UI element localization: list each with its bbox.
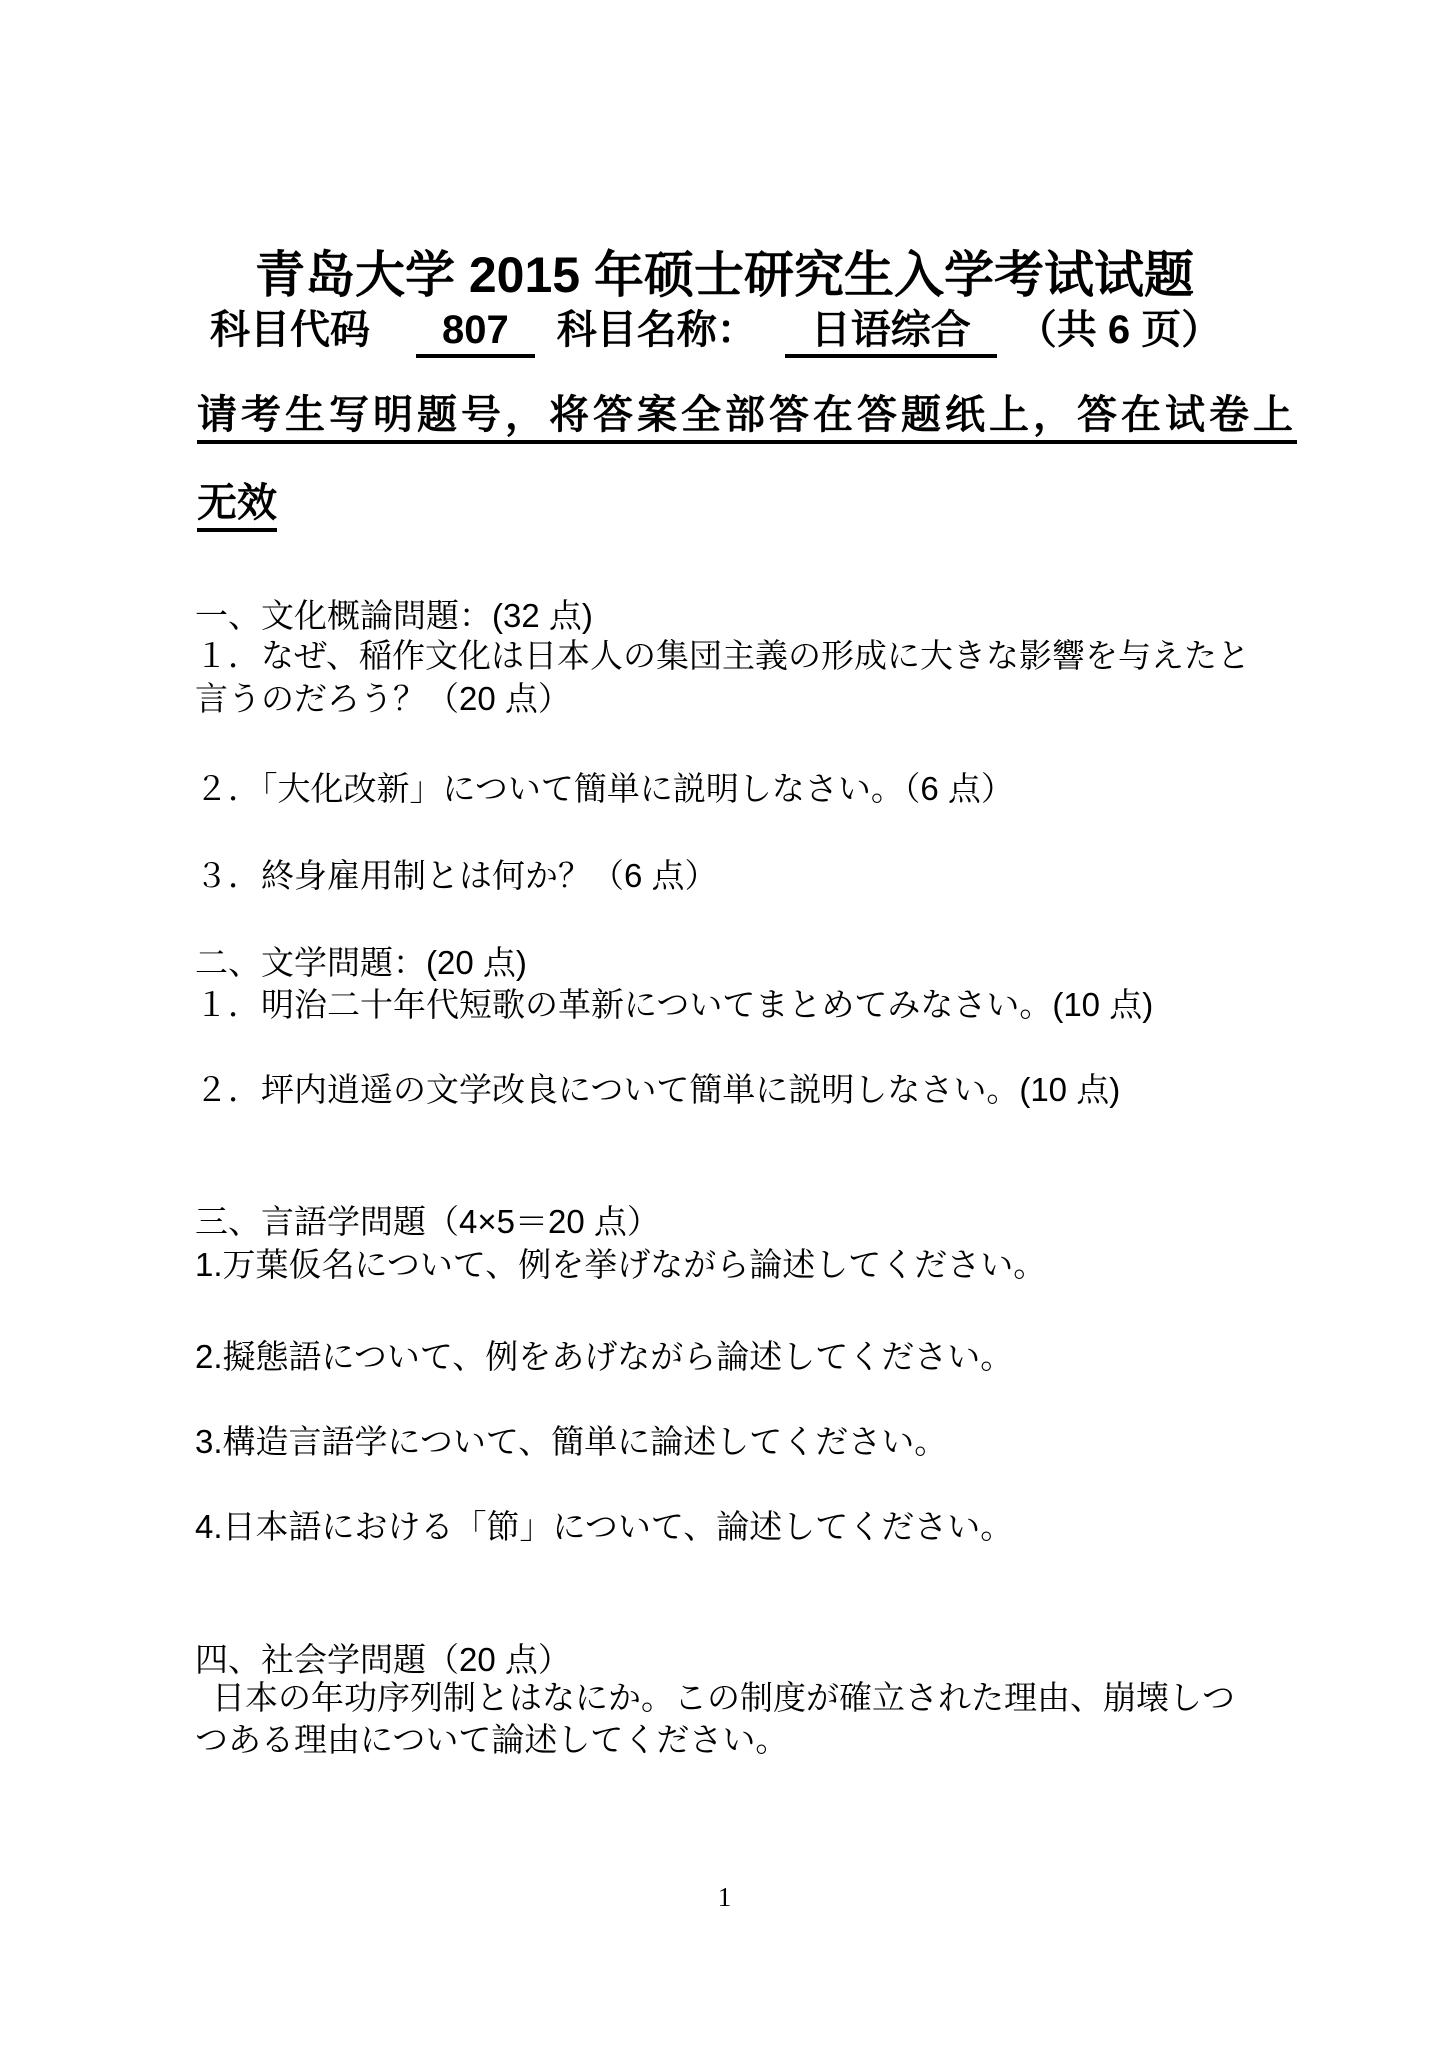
page-title: 青岛大学 2015 年硕士研究生入学考试试题 <box>254 246 1194 303</box>
section-1-question-1-line-2: 言うのだろう？（20 点） <box>195 680 571 717</box>
section-3-question-3: 3.構造言語学について、簡単に論述してください。 <box>195 1423 948 1460</box>
page-number: 1 <box>717 1882 732 1912</box>
section-2-question-1: １．明治二十年代短歌の革新についてまとめてみなさい。(10 点) <box>195 986 1154 1023</box>
section-2-heading: 二、文学問題：(20 点) <box>195 944 527 981</box>
section-4-heading: 四、社会学問題（20 点） <box>195 1641 571 1678</box>
section-2-question-2: ２．坪内逍遥の文学改良について簡単に説明しなさい。(10 点) <box>195 1071 1121 1108</box>
section-1-heading: 一、文化概論問題：(32 点) <box>195 597 593 634</box>
subject-line <box>210 306 1221 358</box>
section-1-question-2: ２．「大化改新」について簡単に説明しなさい。（6 点） <box>195 770 1014 807</box>
answer-sheet-notice-line-1: 请考生写明题号，将答案全部答在答题纸上，答在试卷上 <box>197 393 1297 444</box>
section-4-question-line-1: 日本の年功序列制とはなにか。この制度が確立された理由、崩壊しつ <box>212 1679 1235 1716</box>
section-3-question-1: 1.万葉仮名について、例を挙げながら論述してください。 <box>195 1246 1047 1283</box>
answer-sheet-notice-line-2: 无效 <box>197 481 277 532</box>
subject-name-value: 日语综合 <box>785 306 997 358</box>
subject-name-label: 科目名称： <box>556 308 757 352</box>
section-3-question-2: 2.擬態語について、例をあげながら論述してください。 <box>195 1338 1014 1375</box>
section-3-question-4: 4.日本語における「節」について、論述してください。 <box>195 1508 1014 1545</box>
section-3-heading: 三、言語学問題（4×5＝20 点） <box>195 1203 660 1240</box>
section-1-question-3: ３．終身雇用制とは何か？（6 点） <box>195 857 718 894</box>
total-pages-note: （共 6 页） <box>1016 308 1222 352</box>
section-4-question-line-2: つある理由について論述してください。 <box>195 1721 789 1758</box>
subject-code-label: 科目代码 <box>210 308 370 352</box>
section-1-question-1-line-1: １．なぜ、稲作文化は日本人の集団主義の形成に大きな影響を与えたと <box>195 637 1251 674</box>
subject-code-value: 807 <box>416 306 535 358</box>
